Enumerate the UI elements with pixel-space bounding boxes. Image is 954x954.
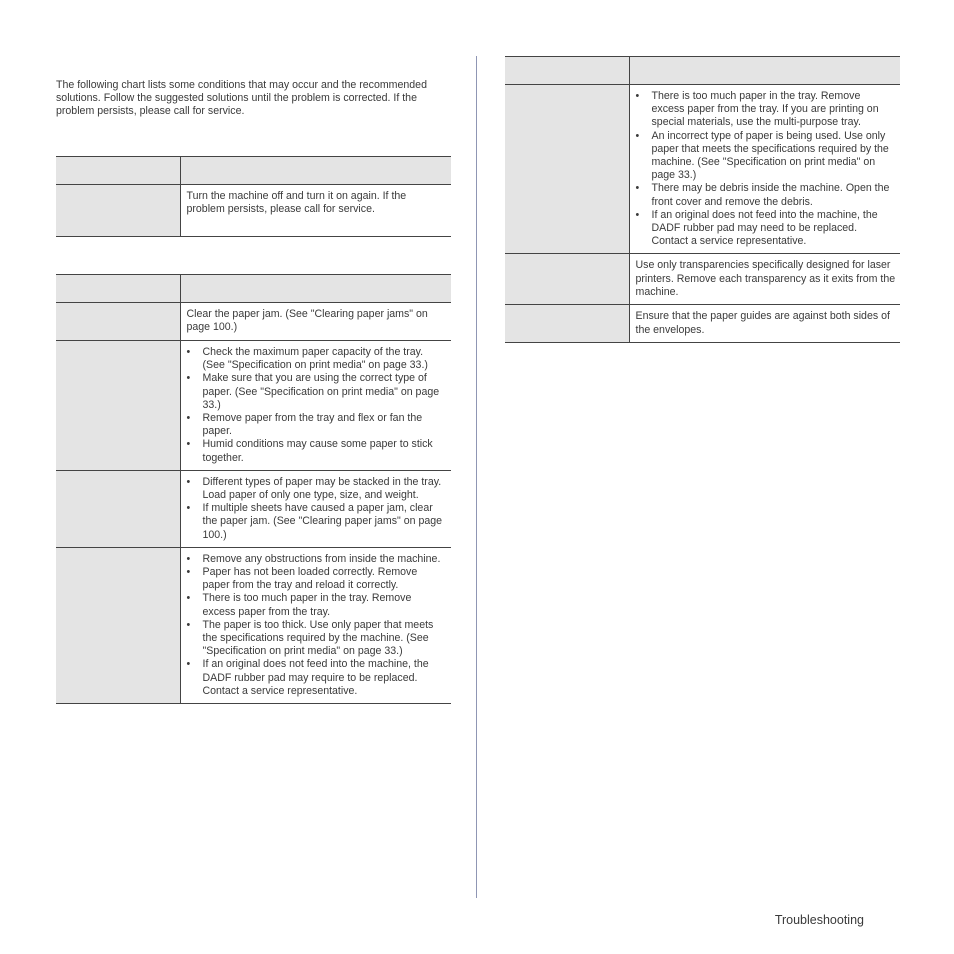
table-row (56, 341, 451, 471)
troubleshooting-table-1 (56, 156, 451, 237)
solution-bullet: • If an original does not feed into the machine, the DADF rubber pad may need to be replaced. Contact a service representative. (636, 209, 897, 249)
solution-cell (180, 547, 451, 703)
solution-cell: Clear the paper jam. (See "Clearing paper jams" on page 100.) (180, 303, 451, 341)
solution-bullet-list (187, 346, 448, 465)
table-header-row (505, 57, 900, 85)
solution-bullet: • There may be debris inside the machine. Open the front cover and remove the debris. (636, 182, 897, 208)
troubleshooting-table-3 (505, 56, 900, 343)
condition-cell (56, 470, 180, 547)
solution-bullet-list (636, 90, 897, 248)
condition-cell (56, 185, 180, 237)
condition-cell (56, 341, 180, 471)
solution-cell (180, 470, 451, 547)
table-row (505, 85, 900, 254)
condition-cell (505, 85, 629, 254)
condition-header (56, 157, 180, 185)
solution-bullet: • If multiple sheets have caused a paper jam, clear the paper jam. (See "Clearing paper jams" on page 100.) (187, 502, 448, 542)
solution-bullet: • There is too much paper in the tray. Remove excess paper from the tray. (187, 592, 448, 618)
table-header-row (56, 157, 451, 185)
solution-cell: Ensure that the paper guides are against both sides of the envelopes. (629, 305, 900, 342)
intro-paragraph: The following chart lists some conditions that may occur and the recommended solutions. Follow the suggested solutions until the problem is corrected. If the problem persists, please call for service. (56, 79, 427, 118)
condition-cell (56, 303, 180, 341)
solution-bullet: • The paper is too thick. Use only paper that meets the specifications required by the machine. (See "Specification on print media" on page 33.) (187, 619, 448, 659)
table-row (56, 303, 451, 341)
solution-bullet: • Make sure that you are using the correct type of paper. (See "Specification on print media" on page 33.) (187, 372, 448, 412)
solution-cell (629, 85, 900, 254)
solution-bullet: • There is too much paper in the tray. Remove excess paper from the tray. If you are printing on special materials, use the multi-purpose tray. (636, 90, 897, 130)
solution-cell: Turn the machine off and turn it on again. If the problem persists, please call for service. (180, 185, 451, 237)
table-row (505, 254, 900, 305)
solution-header (629, 57, 900, 85)
solution-bullet: • If an original does not feed into the machine, the DADF rubber pad may require to be replaced. Contact a service representative. (187, 658, 448, 698)
solution-bullet-list (187, 476, 448, 542)
solution-bullet: • Paper has not been loaded correctly. Remove paper from the tray and reload it correctly. (187, 566, 448, 592)
troubleshooting-table-2 (56, 274, 451, 704)
solution-header (180, 157, 451, 185)
condition-cell (505, 305, 629, 342)
solution-cell (180, 341, 451, 471)
solution-cell: Use only transparencies specifically designed for laser printers. Remove each transparency as it exits from the machine. (629, 254, 900, 305)
condition-cell (56, 547, 180, 703)
solution-bullet: • Humid conditions may cause some paper to stick together. (187, 438, 448, 464)
solution-bullet: • Remove any obstructions from inside the machine. (187, 553, 448, 566)
condition-cell (505, 254, 629, 305)
footer-section-title: Troubleshooting (774, 913, 864, 927)
condition-header (56, 275, 180, 303)
solution-bullet: • Check the maximum paper capacity of the tray. (See "Specification on print media" on page 33.) (187, 346, 448, 372)
column-divider (476, 56, 477, 898)
table-row (56, 547, 451, 703)
condition-header (505, 57, 629, 85)
solution-bullet: • Different types of paper may be stacked in the tray. Load paper of only one type, size, and weight. (187, 476, 448, 502)
solution-bullet: • Remove paper from the tray and flex or fan the paper. (187, 412, 448, 438)
solution-bullet-list (187, 553, 448, 698)
table-row (56, 470, 451, 547)
table-row (56, 185, 451, 237)
table-row (505, 305, 900, 342)
table-header-row (56, 275, 451, 303)
solution-bullet: • An incorrect type of paper is being used. Use only paper that meets the specifications required by the machine. (See "Specification on print media" on page 33.) (636, 130, 897, 183)
solution-header (180, 275, 451, 303)
